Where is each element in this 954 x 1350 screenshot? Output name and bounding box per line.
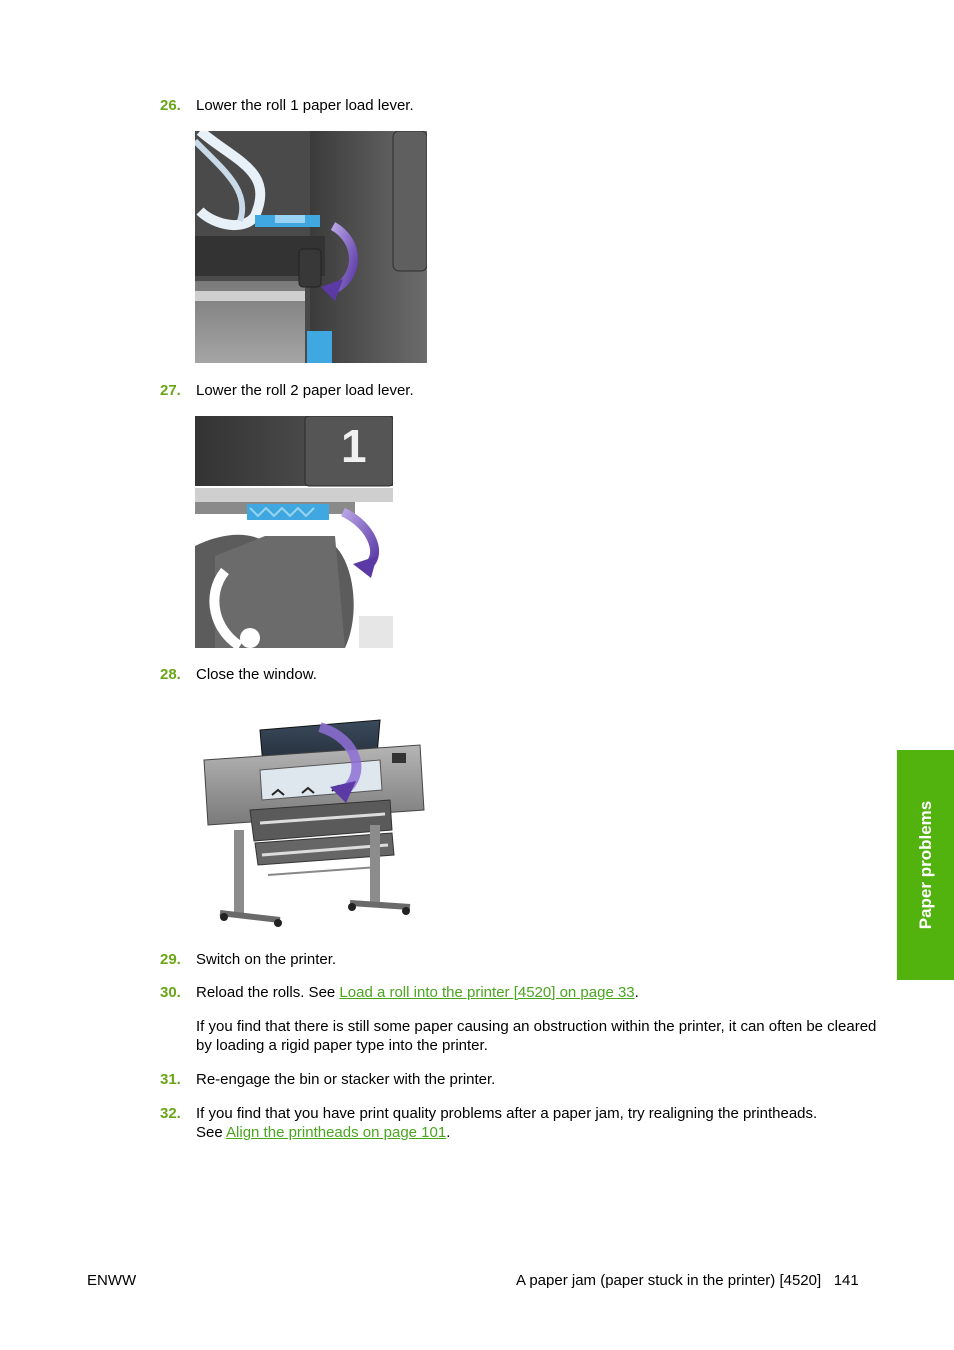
step-text: Switch on the printer. — [196, 951, 337, 968]
step-text: Reload the rolls. See — [196, 984, 340, 1001]
step-number: 29. — [160, 951, 181, 968]
step-text: Lower the roll 2 paper load lever. — [196, 382, 414, 399]
step-number: 30. — [160, 984, 181, 1001]
step-number: 26. — [160, 97, 181, 114]
roll-number-label: 1 — [341, 420, 367, 472]
step-number: 27. — [160, 382, 181, 399]
page-number: 141 — [833, 1272, 859, 1289]
side-tab-label: Paper problems — [915, 800, 935, 930]
chapter-side-tab[interactable] — [897, 750, 954, 980]
footer-right — [516, 1272, 859, 1289]
printer-close-window-illustration — [200, 715, 428, 930]
step-text: If you find that you have print quality problems after a paper jam, try realigning the printheads. — [196, 1105, 818, 1122]
step-number: 32. — [160, 1105, 181, 1122]
align-printheads-link[interactable]: Align the printheads on page 101 — [226, 1124, 447, 1141]
step-number: 31. — [160, 1071, 181, 1088]
load-roll-link[interactable]: Load a roll into the printer [4520] on page 33 — [339, 984, 635, 1001]
footer-section-title: A paper jam (paper stuck in the printer) [4520] — [516, 1272, 822, 1289]
roll1-lever-illustration — [195, 131, 427, 363]
footer-left: ENWW — [87, 1272, 137, 1289]
step-number: 28. — [160, 666, 181, 683]
step-text: Close the window. — [196, 666, 317, 683]
roll2-lever-illustration — [195, 416, 393, 648]
step-text: Re-engage the bin or stacker with the printer. — [196, 1071, 496, 1088]
step-30-note: If you find that there is still some paper causing an obstruction within the printer, it can often be cleared by loading a rigid paper type into the printer. — [196, 1018, 877, 1054]
step-text: Lower the roll 1 paper load lever. — [196, 97, 414, 114]
